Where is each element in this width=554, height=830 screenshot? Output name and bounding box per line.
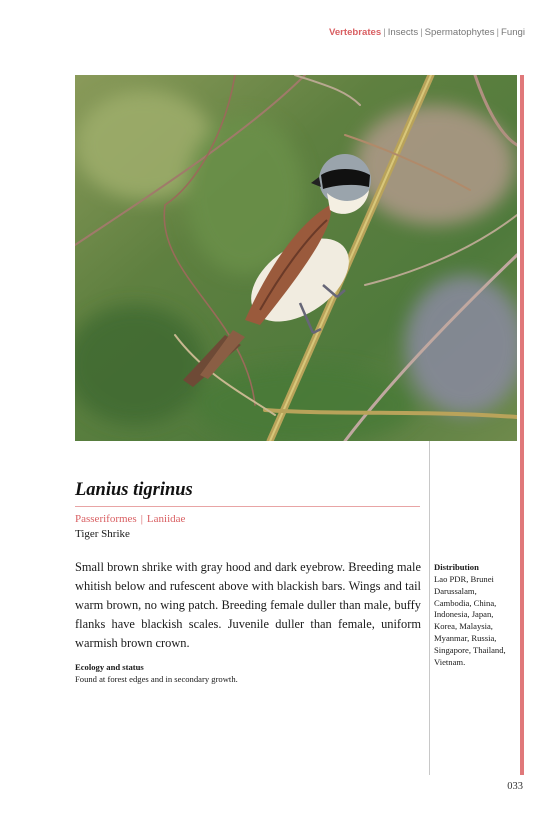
species-photo [75, 75, 517, 441]
page-number: 033 [507, 781, 523, 792]
bird-illustration [75, 75, 517, 441]
nav-item-fungi[interactable]: Fungi [501, 27, 525, 38]
species-common-name: Tiger Shrike [75, 528, 130, 540]
nav-item-insects[interactable]: Insects [387, 27, 419, 38]
ecology-heading: Ecology and status [75, 662, 144, 672]
taxon-order: Passeriformes [75, 513, 137, 525]
nav-separator: | [496, 27, 499, 38]
nav-separator: | [420, 27, 423, 38]
taxon-separator: | [140, 513, 143, 525]
distribution-text: Lao PDR, Brunei Darussalam, Cambodia, China, Indonesia, Japan, Korea, Malaysia, Myanmar, Russia, Singapore, Thailand, Vietnam. [434, 574, 506, 667]
title-underline [75, 506, 420, 507]
nav-separator: | [383, 27, 386, 38]
nav-item-spermatophytes[interactable]: Spermatophytes [424, 27, 495, 38]
accent-side-bar [520, 75, 524, 775]
species-scientific-name: Lanius tigrinus [75, 480, 193, 500]
section-nav [329, 27, 525, 38]
nav-item-vertebrates[interactable]: Vertebrates [328, 27, 382, 38]
taxon-family: Laniidae [146, 513, 186, 525]
species-description: Small brown shrike with gray hood and dark eyebrow. Breeding male whitish below and rufescent above with blackish bars. Wings and tail warm brown, no wing patch. Breeding female duller than male, buffy flanks have blackish scales. Juvenile duller than female, uniform warmish brown crown. [75, 560, 421, 650]
taxonomy-line [75, 513, 185, 525]
column-divider [429, 441, 430, 775]
distribution-heading: Distribution [434, 562, 479, 572]
ecology-text: Found at forest edges and in secondary growth. [75, 674, 238, 684]
